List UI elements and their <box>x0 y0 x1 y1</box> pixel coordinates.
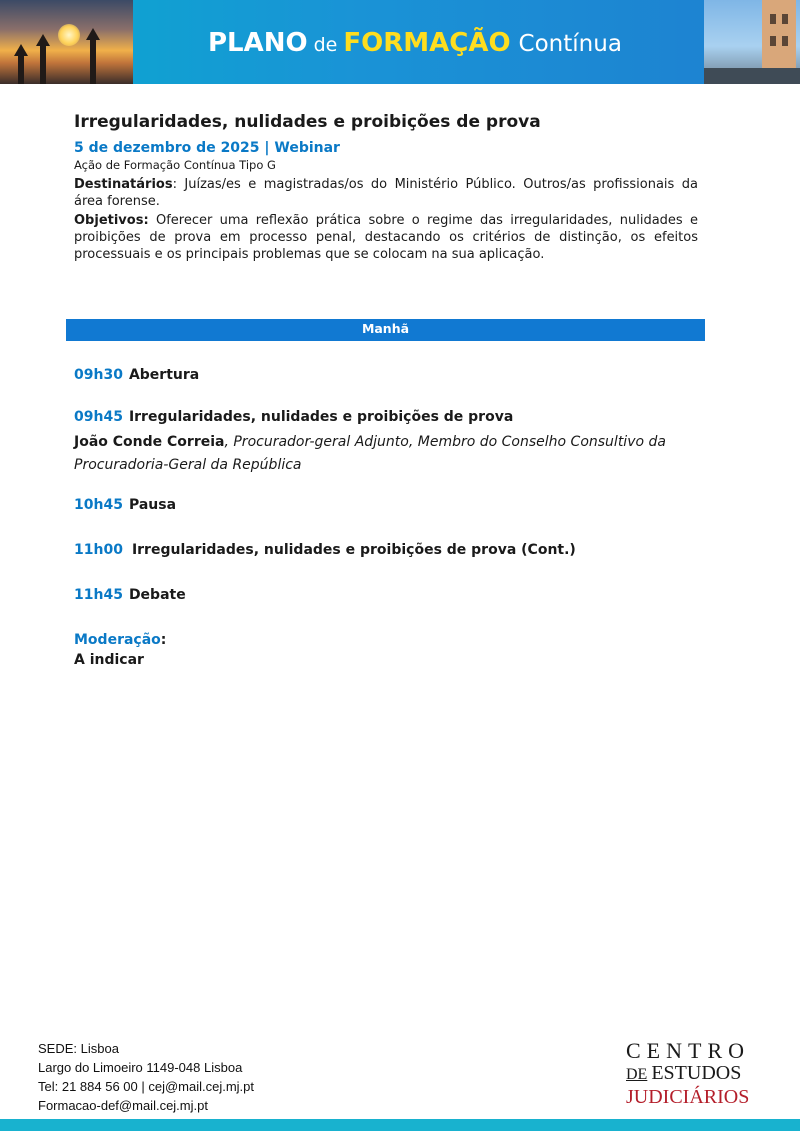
speaker-role: , Procurador-geral Adjunto, Membro do Conselho Consultivo da Procuradoria-Geral da República <box>74 434 666 473</box>
program-label: Irregularidades, nulidades e proibições de prova <box>128 409 514 425</box>
banner-title <box>208 28 622 72</box>
banner-plano: PLANO <box>208 28 308 58</box>
logo-de: DE <box>626 1066 648 1083</box>
program-label: Debate <box>128 587 186 603</box>
type-line: Ação de Formação Contínua Tipo G <box>74 158 276 172</box>
footer-line: Tel: 21 884 56 00 | cej@mail.cej.mj.pt <box>38 1079 255 1094</box>
logo-estudos: ESTUDOS <box>651 1062 742 1084</box>
fence-spike-icon <box>40 44 46 84</box>
bottom-strip <box>0 1119 800 1131</box>
logo-estudos-line <box>626 1062 756 1086</box>
ground-shape <box>704 68 800 84</box>
objetivos-label: Objetivos: <box>74 213 149 228</box>
speaker-name: João Conde Correia <box>74 434 225 450</box>
program-label: Abertura <box>128 367 200 383</box>
date-line: 5 de dezembro de 2025 | Webinar <box>74 140 340 156</box>
program-time: 11h45 <box>74 587 123 603</box>
sunset-photo <box>0 0 133 84</box>
program-item <box>74 542 714 558</box>
footer-address <box>38 1039 254 1115</box>
intro-section <box>74 112 698 265</box>
page-title: Irregularidades, nulidades e proibições de prova <box>74 112 541 132</box>
footer-line: Largo do Limoeiro 1149-048 Lisboa <box>38 1060 243 1075</box>
destinatarios-text: : Juízas/es e magistradas/os do Ministério Público. Outros/as profissionais da área forense. <box>74 177 698 209</box>
section-bar-manha: Manhã <box>66 319 705 341</box>
moderation-colon: : <box>160 632 167 648</box>
destinatarios-paragraph <box>74 176 698 210</box>
speaker-line <box>74 431 714 477</box>
program-label: Irregularidades, nulidades e proibições de prova (Cont.) <box>131 542 576 558</box>
program-item <box>74 497 714 513</box>
tower-icon <box>762 0 796 70</box>
cej-logo <box>626 1040 756 1106</box>
program-time: 10h45 <box>74 497 123 513</box>
banner-continua: Contínua <box>518 31 622 57</box>
objetivos-text: Oferecer uma reflexão prática sobre o regime das irregularidades, nulidades e proibições de prova em processo penal, destacando os critérios de distinção, os efeitos processuais e os principais problemas que se colocam na sua aplicação. <box>74 213 698 262</box>
destinatarios-label: Destinatários <box>74 177 173 192</box>
moderation-label: Moderação <box>74 632 161 648</box>
logo-centro: CENTRO <box>626 1038 750 1063</box>
moderation-block <box>74 632 714 668</box>
objetivos-paragraph <box>74 212 698 263</box>
program-time: 09h45 <box>74 409 123 425</box>
program-time: 09h30 <box>74 367 123 383</box>
banner-formacao: FORMAÇÃO <box>343 28 511 58</box>
program-time: 11h00 <box>74 542 123 558</box>
program-item <box>74 409 714 477</box>
fence-spike-icon <box>18 54 24 84</box>
footer-line: SEDE: Lisboa <box>38 1041 119 1056</box>
footer-line: Formacao-def@mail.cej.mj.pt <box>38 1098 208 1113</box>
moderation-value: A indicar <box>74 652 144 668</box>
program-item <box>74 587 714 603</box>
program-label: Pausa <box>128 497 177 513</box>
logo-judiciarios: JUDICIÁRIOS <box>626 1086 750 1108</box>
building-photo <box>704 0 800 84</box>
program-item <box>74 367 714 383</box>
banner-de: de <box>313 34 338 56</box>
header-banner <box>0 0 800 84</box>
sun-icon <box>58 24 80 46</box>
fence-spike-icon <box>90 38 96 84</box>
